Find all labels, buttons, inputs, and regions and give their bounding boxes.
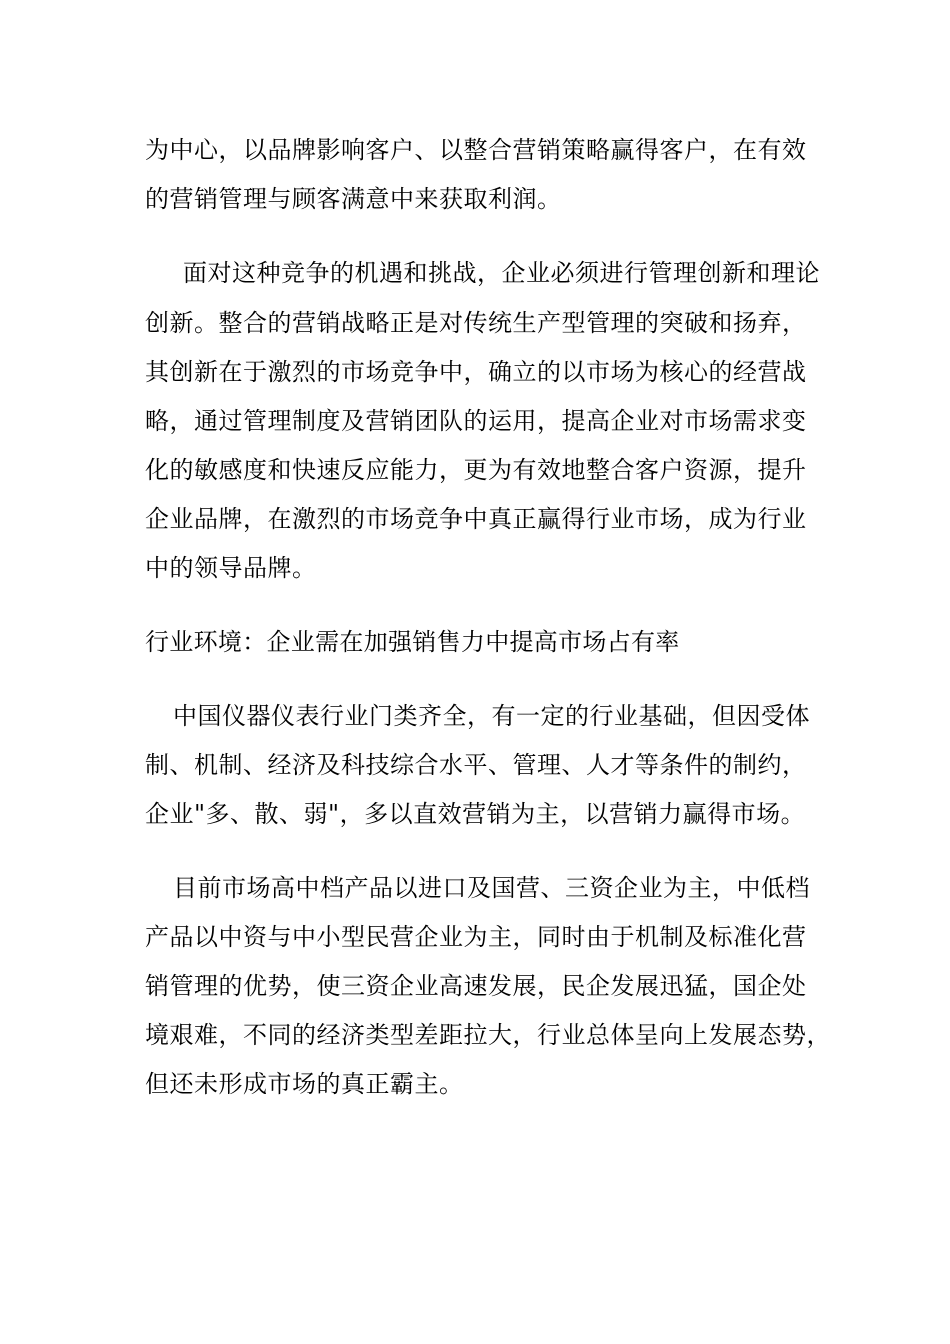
section-heading: 行业环境：企业需在加强销售力中提高市场占有率: [145, 628, 680, 656]
text-line: 的营销管理与顾客满意中来获取利润。: [145, 185, 562, 213]
text-line: 面对这种竞争的机遇和挑战，企业必须进行管理创新和理论: [183, 259, 820, 287]
text-line: 企业品牌，在激烈的市场竞争中真正赢得行业市场，成为行业: [145, 505, 807, 533]
text-line: 境艰难，不同的经济类型差距拉大，行业总体呈向上发展态势，: [145, 1021, 831, 1049]
text-line: 但还未形成市场的真正霸主。: [145, 1070, 464, 1098]
text-line: 产品以中资与中小型民营企业为主，同时由于机制及标准化营: [145, 923, 807, 951]
text-line: 化的敏感度和快速反应能力，更为有效地整合客户资源，提升: [145, 456, 807, 484]
text-line: 销管理的优势，使三资企业高速发展，民企发展迅猛，国企处: [145, 972, 807, 1000]
text-line: 中的领导品牌。: [145, 554, 317, 582]
text-line: 为中心，以品牌影响客户、以整合营销策略赢得客户，在有效: [145, 136, 807, 164]
text-line: 中国仪器仪表行业门类齐全，有一定的行业基础，但因受体: [173, 702, 810, 730]
text-line: 企业"多、散、弱"，多以直效营销为主，以营销力赢得市场。: [145, 800, 806, 828]
text-line: 其创新在于激烈的市场竞争中，确立的以市场为核心的经营战: [145, 358, 807, 386]
text-line: 略，通过管理制度及营销团队的运用，提高企业对市场需求变: [145, 407, 807, 435]
text-line: 制、机制、经济及科技综合水平、管理、人才等条件的制约，: [145, 751, 807, 779]
text-line: 目前市场高中档产品以进口及国营、三资企业为主，中低档: [173, 874, 810, 902]
text-line: 创新。整合的营销战略正是对传统生产型管理的突破和扬弃，: [145, 309, 807, 337]
